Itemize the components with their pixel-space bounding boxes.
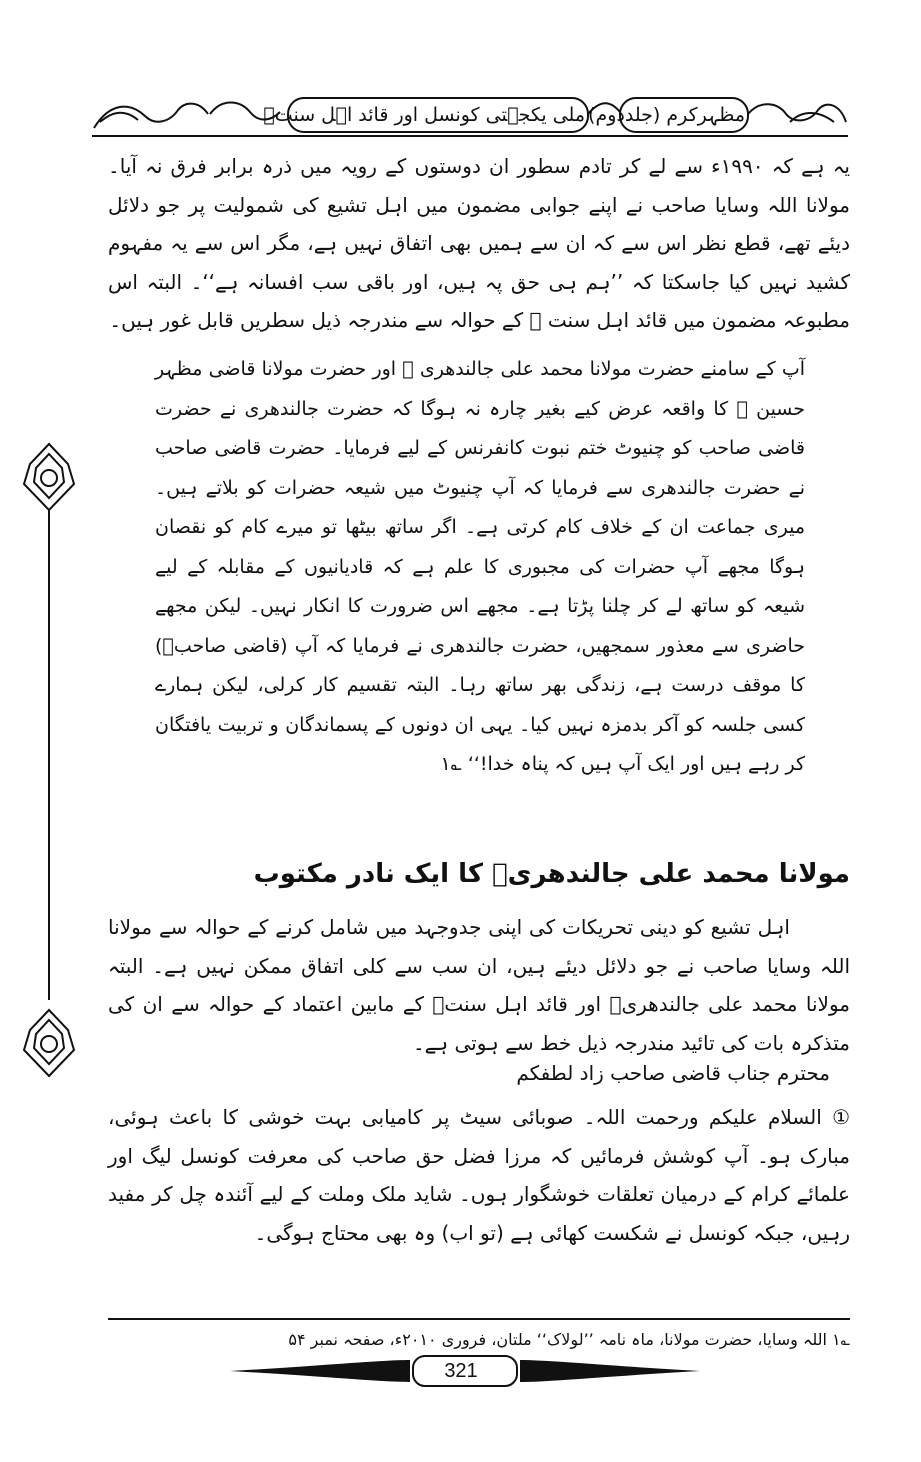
block-quote: آپ کے سامنے حضرت مولانا محمد علی جالندھری ﷫ اور حضرت مولانا قاضی مظہر حسین ﷫ کا واقعہ عرض کیے بغیر چارہ نہ ہوگا کہ حضرت جالندھری نے حضرت قاضی صاحب کو چنیوٹ ختم نبوت کانفرنس کے لیے فرمایا۔ حضرت قاضی صاحب نے حضرت جالندھری سے فرمایا کہ آپ چنیوٹ میں شیعہ حضرات کو بلاتے ہیں۔ میری جماعت ان کے خلاف کام کرتی ہے۔ اگر ساتھ بیٹھا تو میرے کام کو نقصان ہوگا مجھے آپ حضرات کی مجبوری کا علم ہے کہ قادیانیوں کے مقابلہ کے لیے شیعہ کو ساتھ لے کر چلنا پڑتا ہے۔ مجھے اس ضرورت کا انکار نہیں۔ لیکن مجھے حاضری سے معذور سمجھیں، حضرت جالندھری نے فرمایا کہ آپ (قاضی صاحبؒ) کا موقف درست ہے، زندگی بھر ساتھ رہا۔ البتہ تقسیم کار کرلی، لیکن ہمارے کسی جلسہ کو آکر بدمزہ نہیں کیا۔ یہی ان دونوں کے پسماندگان و تربیت یافتگان کر رہے ہیں اور ایک آپ ہیں کہ پناہ خدا!‘‘ ؎۱ bbox=[155, 358, 805, 775]
chapter-title: ملی یکجہتی کونسل اور قائد اہل سنتؒ bbox=[263, 104, 585, 126]
letter-salutation bbox=[108, 1055, 850, 1091]
section-heading: مولانا محمد علی جالندھریؒ کا ایک نادر مکتوب bbox=[253, 859, 850, 889]
body-paragraph-2: اہل تشیع کو دینی تحریکات کی اپنی جدوجہد میں شامل کرنے کے حوالہ سے مولانا اللہ وسایا صاحب نے جو دلائل دیئے ہیں، ان سب سے کلی اتفاق ممکن نہیں ہے۔ البتہ مولانا محمد علی جالندھریؒ اور قائد اہل سنتؒ کے مابین اعتماد کے حوالہ سے ان کی متذکرہ بات کی تائید مندرجہ ذیل خط سے ہوتی ہے۔ bbox=[108, 915, 850, 1055]
page-number: 321 bbox=[444, 1360, 478, 1382]
side-ornament-icon bbox=[18, 440, 80, 1080]
body-paragraph-3: ① السلام علیکم ورحمت اللہ۔ صوبائی سیٹ پر کامیابی بہت خوشی کا باعث ہوئی، مبارک ہو۔ آپ کوشش فرمائیں کہ مرزا فضل حق صاحب کی معرفت کونسل لیگ اور علمائے کرام کے درمیان تعلقات خوشگوار ہوں۔ شاید ملک وملت کے لیے آئندہ چل کر مفید رہیں، جبکہ کونسل نے شکست کھائی ہے (تو اب) وہ بھی محتاج ہوگی۔ bbox=[108, 1105, 850, 1245]
footnote: ؎۱ اللہ وسایا، حضرت مولانا، ماہ نامہ ’’لولاک‘‘ ملتان، فروری ۲۰۱۰ء، صفحہ نمبر ۵۴ bbox=[288, 1330, 850, 1349]
salutation-text: محترم جناب قاضی صاحب زاد لطفکم bbox=[516, 1061, 830, 1085]
book-title: مظہرکرم (جلددوم) bbox=[588, 104, 745, 126]
body-paragraph-1: یہ ہے کہ ۱۹۹۰ء سے لے کر تادم سطور ان دوستوں کے رویہ میں ذرہ برابر فرق نہ آیا۔ مولانا اللہ وسایا صاحب نے اپنے جوابی مضمون میں اہل تشیع کی شمولیت پر جو دلائل دیئے تھے، قطع نظر اس سے کہ ان سے ہمیں بھی اتفاق نہیں ہے، مگر اس سے یہ مفہوم کشید نہیں کیا جاسکتا کہ ’’ہم ہی حق پہ ہیں، اور باقی سب افسانہ ہے‘‘۔ البتہ اس مطبوعہ مضمون میں قائد اہل سنت ﷫ کے حوالہ سے مندرجہ ذیل سطریں قابل غور ہیں۔ bbox=[108, 154, 850, 332]
footnote-divider bbox=[108, 1318, 850, 1320]
page-header bbox=[90, 92, 850, 140]
